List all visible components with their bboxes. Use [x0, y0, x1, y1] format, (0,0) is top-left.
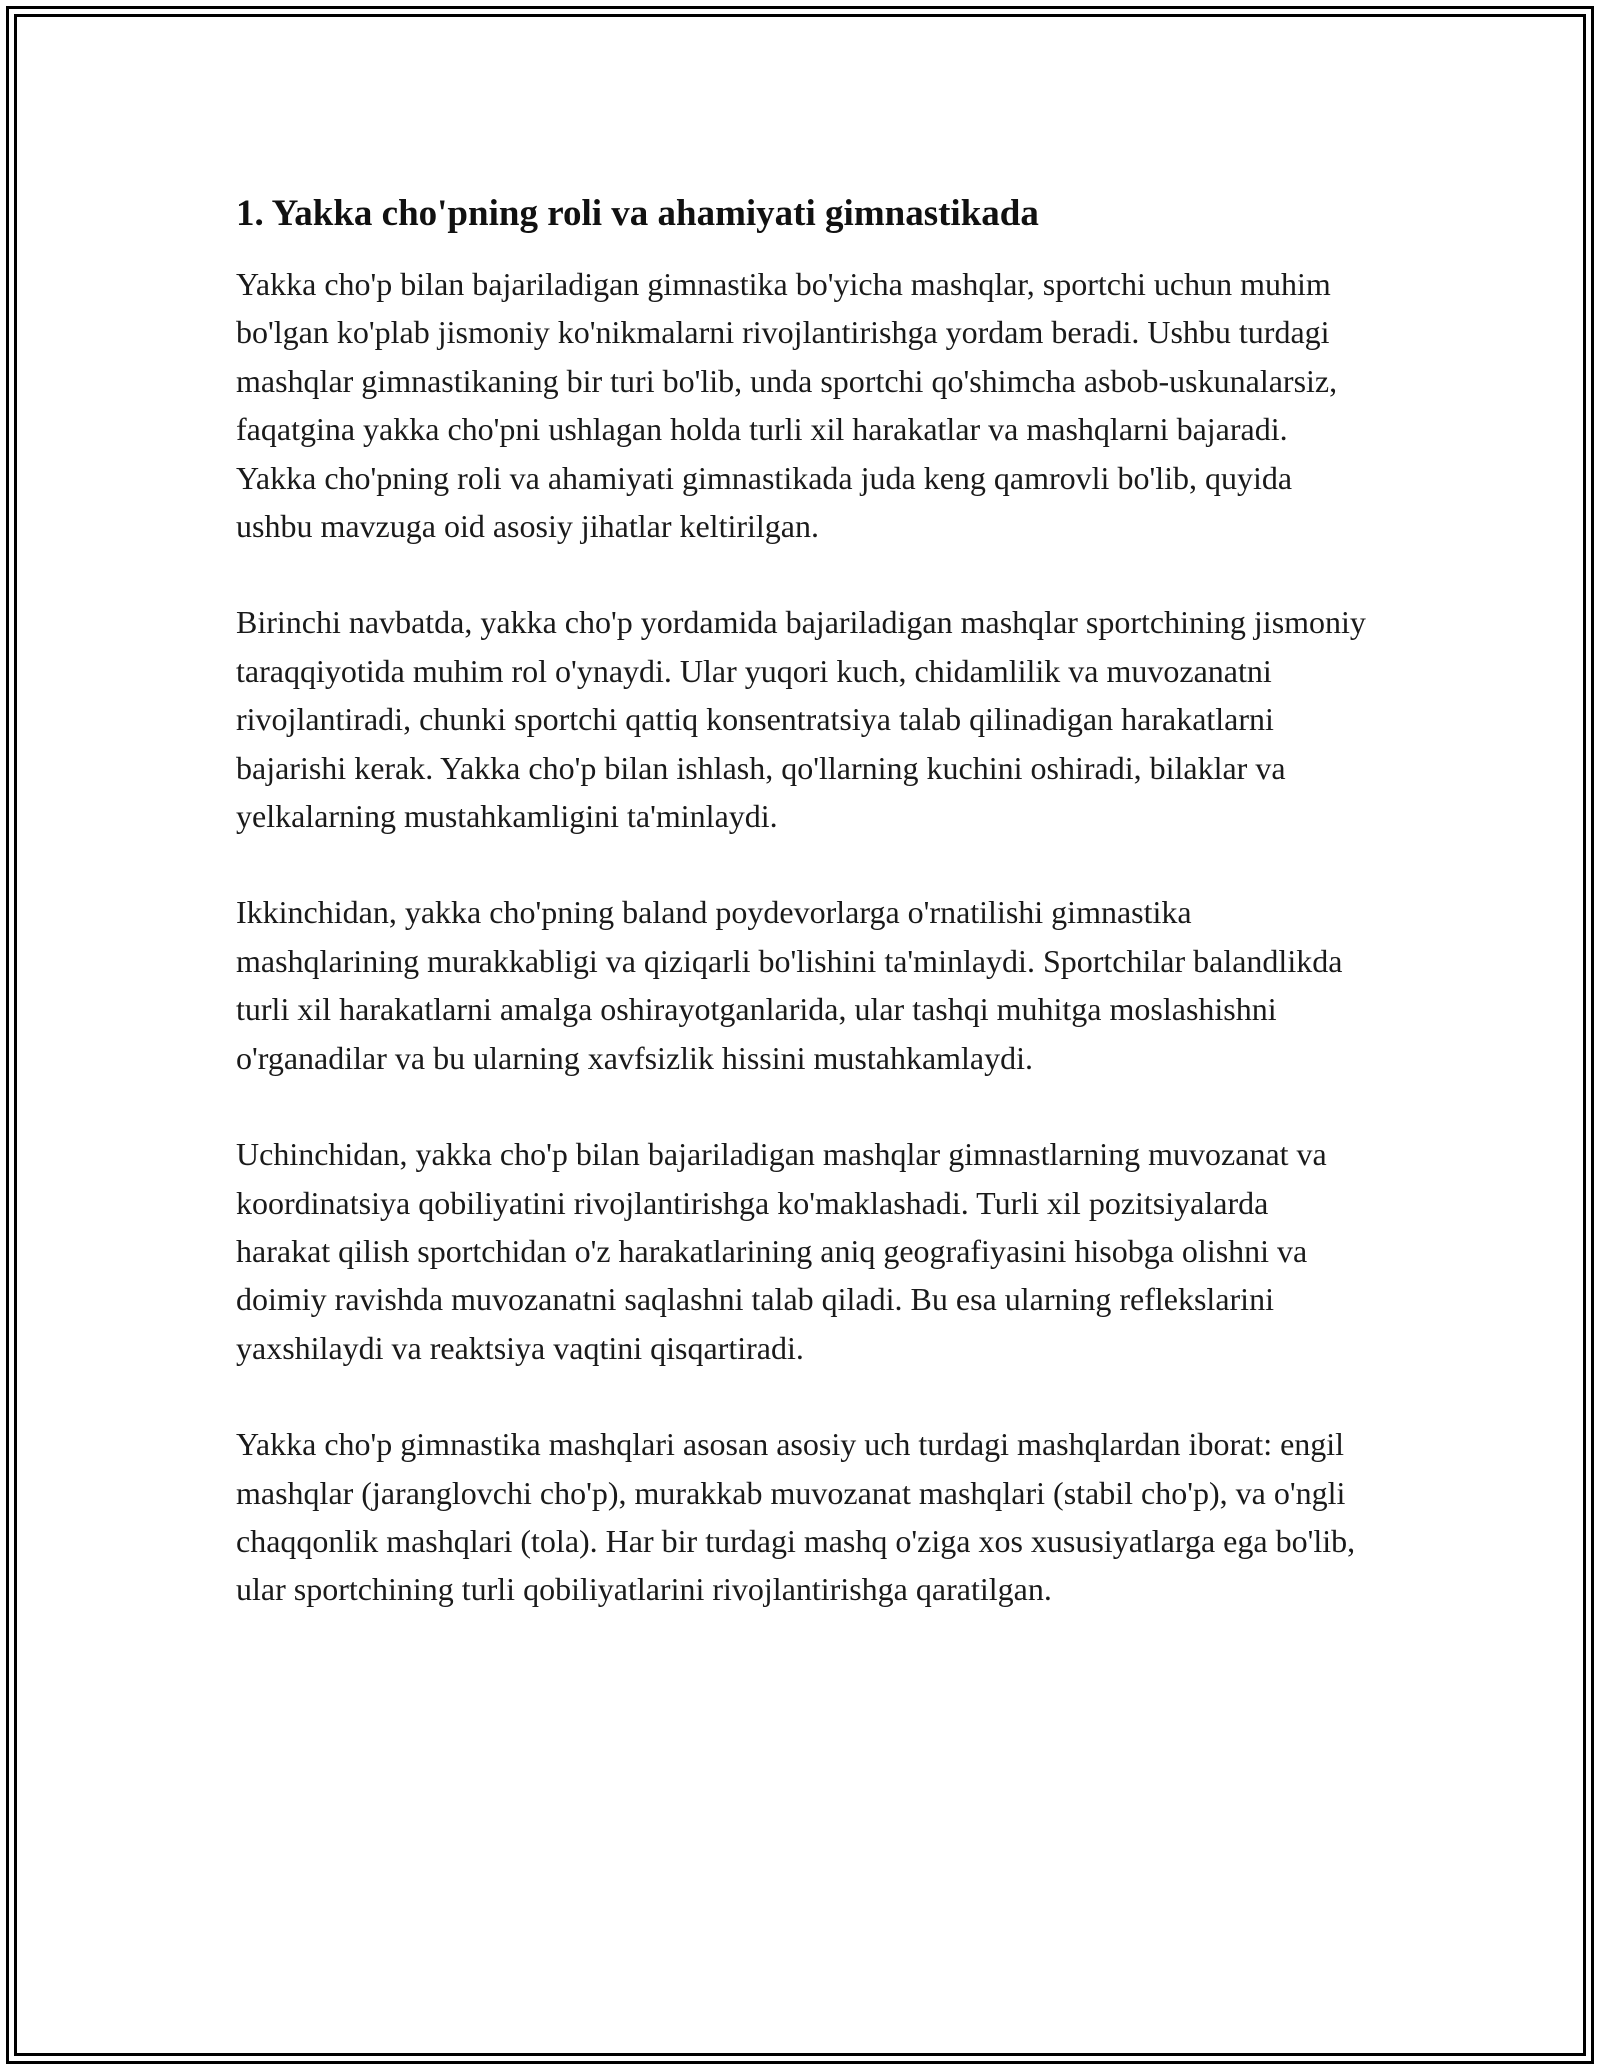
- paragraph-3: Ikkinchidan, yakka cho'pning baland poydevorlarga o'rnatilishi gimnastika mashqlarining murakkabligi va qiziqarli bo'lishini ta'minlaydi. Sportchilar balandlikda turli xil harakatlarni amalga oshirayotganlarida, ular tashqi muhitga moslashishni o'rganadilar va bu ularning xavfsizlik hissini mustahkamlaydi.: [236, 894, 1343, 1076]
- paragraph-1: Yakka cho'p bilan bajariladigan gimnastika bo'yicha mashqlar, sportchi uchun muhim bo'lgan ko'plab jismoniy ko'nikmalarni rivojlantirishga yordam beradi. Ushbu turdagi mashqlar gimnastikaning bir turi bo'lib, unda sportchi qo'shimcha asbob-uskunalarsiz, faqatgina yakka cho'pni ushlagan holda turli xil harakatlar va mashqlarni bajaradi. Yakka cho'pning roli va ahamiyati gimnastikada juda keng qamrovli bo'lib, quyida ushbu mavzuga oid asosiy jihatlar keltirilgan.: [236, 266, 1338, 545]
- paragraph-5: Yakka cho'p gimnastika mashqlari asosan asosiy uch turdagi mashqlardan iborat: engil mashqlar (jaranglovchi cho'p), murakkab muvozanat mashqlari (stabil cho'p), va o'ngli chaqqonlik mashqlari (tola). Har bir turdagi mashq o'ziga xos xususiyatlarga ega bo'lib, ular sportchining turli qobiliyatlarini rivojlantirishga qaratilgan.: [236, 1426, 1356, 1608]
- paragraph-4: Uchinchidan, yakka cho'p bilan bajariladigan mashqlar gimnastlarning muvozanat va koordinatsiya qobiliyatini rivojlantirishga ko'maklashadi. Turli xil pozitsiyalarda harakat qilish sportchidan o'z harakatlarining aniq geografiyasini hisobga olishni va doimiy ravishda muvozanatni saqlashni talab qiladi. Bu esa ularning reflekslarini yaxshilaydi va reaktsiya vaqtini qisqartiradi.: [236, 1136, 1327, 1366]
- paragraph-2: Birinchi navbatda, yakka cho'p yordamida bajariladigan mashqlar sportchining jismoniy taraqqiyotida muhim rol o'ynaydi. Ular yuqori kuch, chidamlilik va muvozanatni rivojlantiradi, chunki sportchi qattiq konsentratsiya talab qilinadigan harakatlarni bajarishi kerak. Yakka cho'p bilan ishlash, qo'llarning kuchini oshiradi, bilaklar va yelkalarning mustahkamligini ta'minlaydi.: [236, 604, 1366, 835]
- document-body: [236, 190, 1366, 1662]
- section-heading: 1. Yakka cho'pning roli va ahamiyati gimnastikada: [236, 193, 1039, 234]
